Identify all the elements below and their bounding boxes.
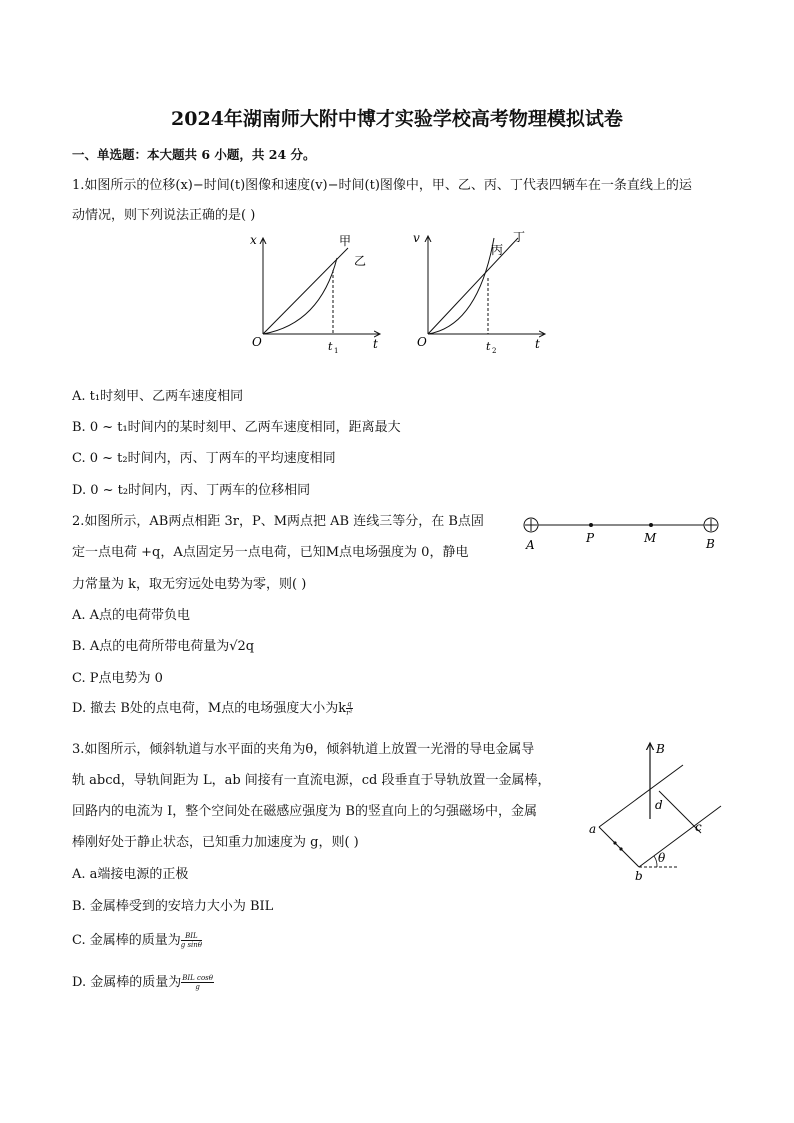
q1-stem-line2: 动情况，则下列说法正确的是( ) — [72, 208, 256, 223]
origin-label: O — [252, 335, 262, 349]
q3-stem-line4: 棒刚好处于静止状态，已知重力加速度为 g，则( ) — [72, 835, 359, 850]
q3-option-c-text: C. 金属棒的质量为 — [72, 933, 181, 948]
label-b: B — [706, 537, 715, 551]
q3-stem-line1: 3.如图所示，倾斜轨道与水平面的夹角为θ，倾斜轨道上放置一光滑的导电金属导 — [72, 742, 535, 757]
v-t-graph — [405, 228, 553, 356]
fraction-bil-over-gsin: $\frac{\text{BIL}}{\text{g sinθ}}$ — [180, 932, 203, 949]
charge-q: q — [245, 639, 255, 654]
fraction-bilcos-over-g: $\frac{\text{BIL cosθ}}{g}$ — [182, 974, 213, 991]
q3-stem-line2: 轨 abcd，导轨间距为 L，ab 间接有一直流电源，cd 段垂直于导轨放置一金属棒， — [72, 773, 551, 788]
q3-stem-line3: 回路内的电流为 I，整个空间处在磁感应强度为 B的竖直向上的匀强磁场中，金属 — [72, 804, 537, 819]
curve-bing — [428, 238, 494, 334]
x-t-graph — [240, 228, 388, 356]
page-title: 2024年湖南师大附中博才实验学校高考物理模拟试卷 — [171, 108, 623, 130]
q3-option-d-text: D. 金属棒的质量为 — [72, 975, 182, 990]
q2-stem-line1: 2.如图所示，AB两点相距 3r，P、M两点把 AB 连线三等分，在 B点固 — [72, 514, 484, 529]
q2-option-c: C. P点电势为 0 — [72, 671, 163, 686]
rail-a — [599, 765, 683, 827]
t2-label: t — [486, 340, 491, 353]
x-label: t — [373, 337, 378, 351]
t2-subscript: 2 — [492, 347, 497, 355]
line-yi — [263, 248, 348, 334]
label-d: d — [655, 798, 663, 812]
battery-dot — [613, 841, 616, 844]
label-a: A — [526, 538, 535, 552]
origin-label: O — [417, 335, 427, 349]
q1-option-c: C. 0 ~ t₂时间内，丙、丁两车的平均速度相同 — [72, 451, 336, 466]
y-label: v — [413, 231, 420, 245]
label-b-field: B — [656, 742, 665, 756]
curve-jia-label: 甲 — [339, 234, 352, 248]
label-a: a — [589, 822, 597, 836]
rail-ab — [599, 827, 639, 867]
charge-line-figure — [518, 512, 728, 554]
x-label: t — [535, 337, 540, 351]
line-yi-label: 乙 — [354, 254, 367, 268]
q2-option-d-text: D. 撤去 B处的点电荷，M点的电场强度大小为k — [72, 701, 347, 716]
line-ding-label: 丁 — [513, 230, 526, 244]
q3-option-c — [72, 932, 202, 950]
rail-b — [639, 806, 721, 867]
line-ding — [428, 238, 518, 334]
fraction-q-over-r2: $\frac{q}{\text{r²}}$ — [346, 700, 353, 717]
label-m: M — [644, 531, 657, 545]
point-m — [649, 523, 653, 527]
q2-stem-line2: 定一点电荷 +q，A点固定另一点电荷，已知M点电场强度为 0，静电 — [72, 545, 469, 560]
label-p: P — [586, 531, 595, 545]
q2-option-d — [72, 700, 353, 718]
q3-option-d — [72, 974, 214, 992]
sqrt-two: √2 — [229, 639, 246, 654]
q1-option-d: D. 0 ~ t₂时间内，丙、丁两车的位移相同 — [72, 483, 311, 498]
theta-arc — [654, 856, 657, 867]
battery-dot — [619, 847, 622, 850]
y-label: x — [250, 233, 257, 247]
label-c: c — [695, 820, 702, 834]
q1-option-b: B. 0 ~ t₁时间内的某时刻甲、乙两车速度相同，距离最大 — [72, 420, 401, 435]
q2-stem-line3: 力常量为 k，取无穷远处电势为零，则( ) — [72, 577, 307, 592]
q1-stem-line1: 1.如图所示的位移(x)−时间(t)图像和速度(v)−时间(t)图像中，甲、乙、丙、丁代表四辆车在一条直线上的运 — [72, 178, 692, 193]
label-theta: θ — [658, 851, 666, 865]
t1-subscript: 1 — [334, 347, 339, 355]
q2-option-b-text: B. A点的电荷所带电荷量为 — [72, 639, 230, 654]
q1-option-a: A. t₁时刻甲、乙两车速度相同 — [72, 389, 244, 404]
q2-option-a: A. A点的电荷带负电 — [72, 608, 191, 623]
point-p — [589, 523, 593, 527]
q2-option-b — [72, 638, 254, 656]
section-heading: 一、单选题：本大题共 6 小题，共 24 分。 — [72, 147, 316, 162]
q3-option-b: B. 金属棒受到的安培力大小为 BIL — [72, 899, 274, 914]
inclined-rail-figure — [585, 735, 730, 885]
q3-option-a: A. a端接电源的正极 — [72, 867, 189, 882]
t1-label: t — [328, 340, 333, 353]
label-b: b — [635, 869, 643, 883]
curve-bing-label: 丙 — [491, 243, 504, 257]
